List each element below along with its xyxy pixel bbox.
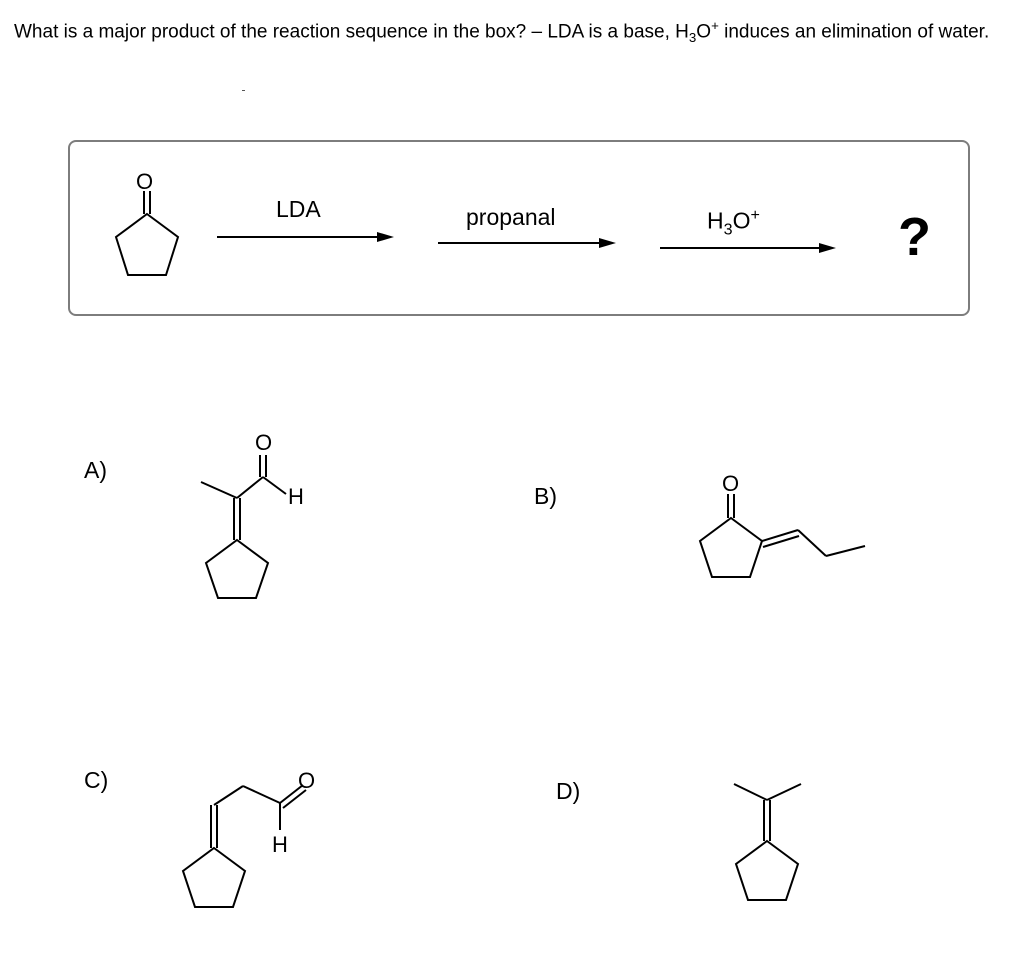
option-a-label[interactable]: A) [84,457,107,483]
option-b-structure [700,471,865,577]
option-a-structure [201,430,304,598]
option-d-label[interactable]: D) [556,778,581,804]
option-c-label[interactable]: C) [84,767,109,793]
option-d-structure [734,784,801,900]
question-text: What is a major product of the reaction sequence in the box? – LDA is a base, $H_3O^+$ induces an elimination of water. [14,18,990,46]
option-b-oxygen: O [722,471,740,496]
reagent-propanal: propanal [466,204,556,230]
option-b-label[interactable]: B) [534,483,557,509]
option-c-hydrogen: H [272,832,288,857]
reagent-h3o: $H_3O^+$ [707,206,760,239]
reagent-lda: LDA [276,196,321,222]
oxygen-label: O [136,169,154,194]
option-c-structure [183,768,315,907]
option-a-hydrogen: H [288,484,304,509]
unknown-product: ? [898,207,931,267]
option-c-oxygen: O [298,768,316,793]
option-a-oxygen: O [255,430,273,455]
